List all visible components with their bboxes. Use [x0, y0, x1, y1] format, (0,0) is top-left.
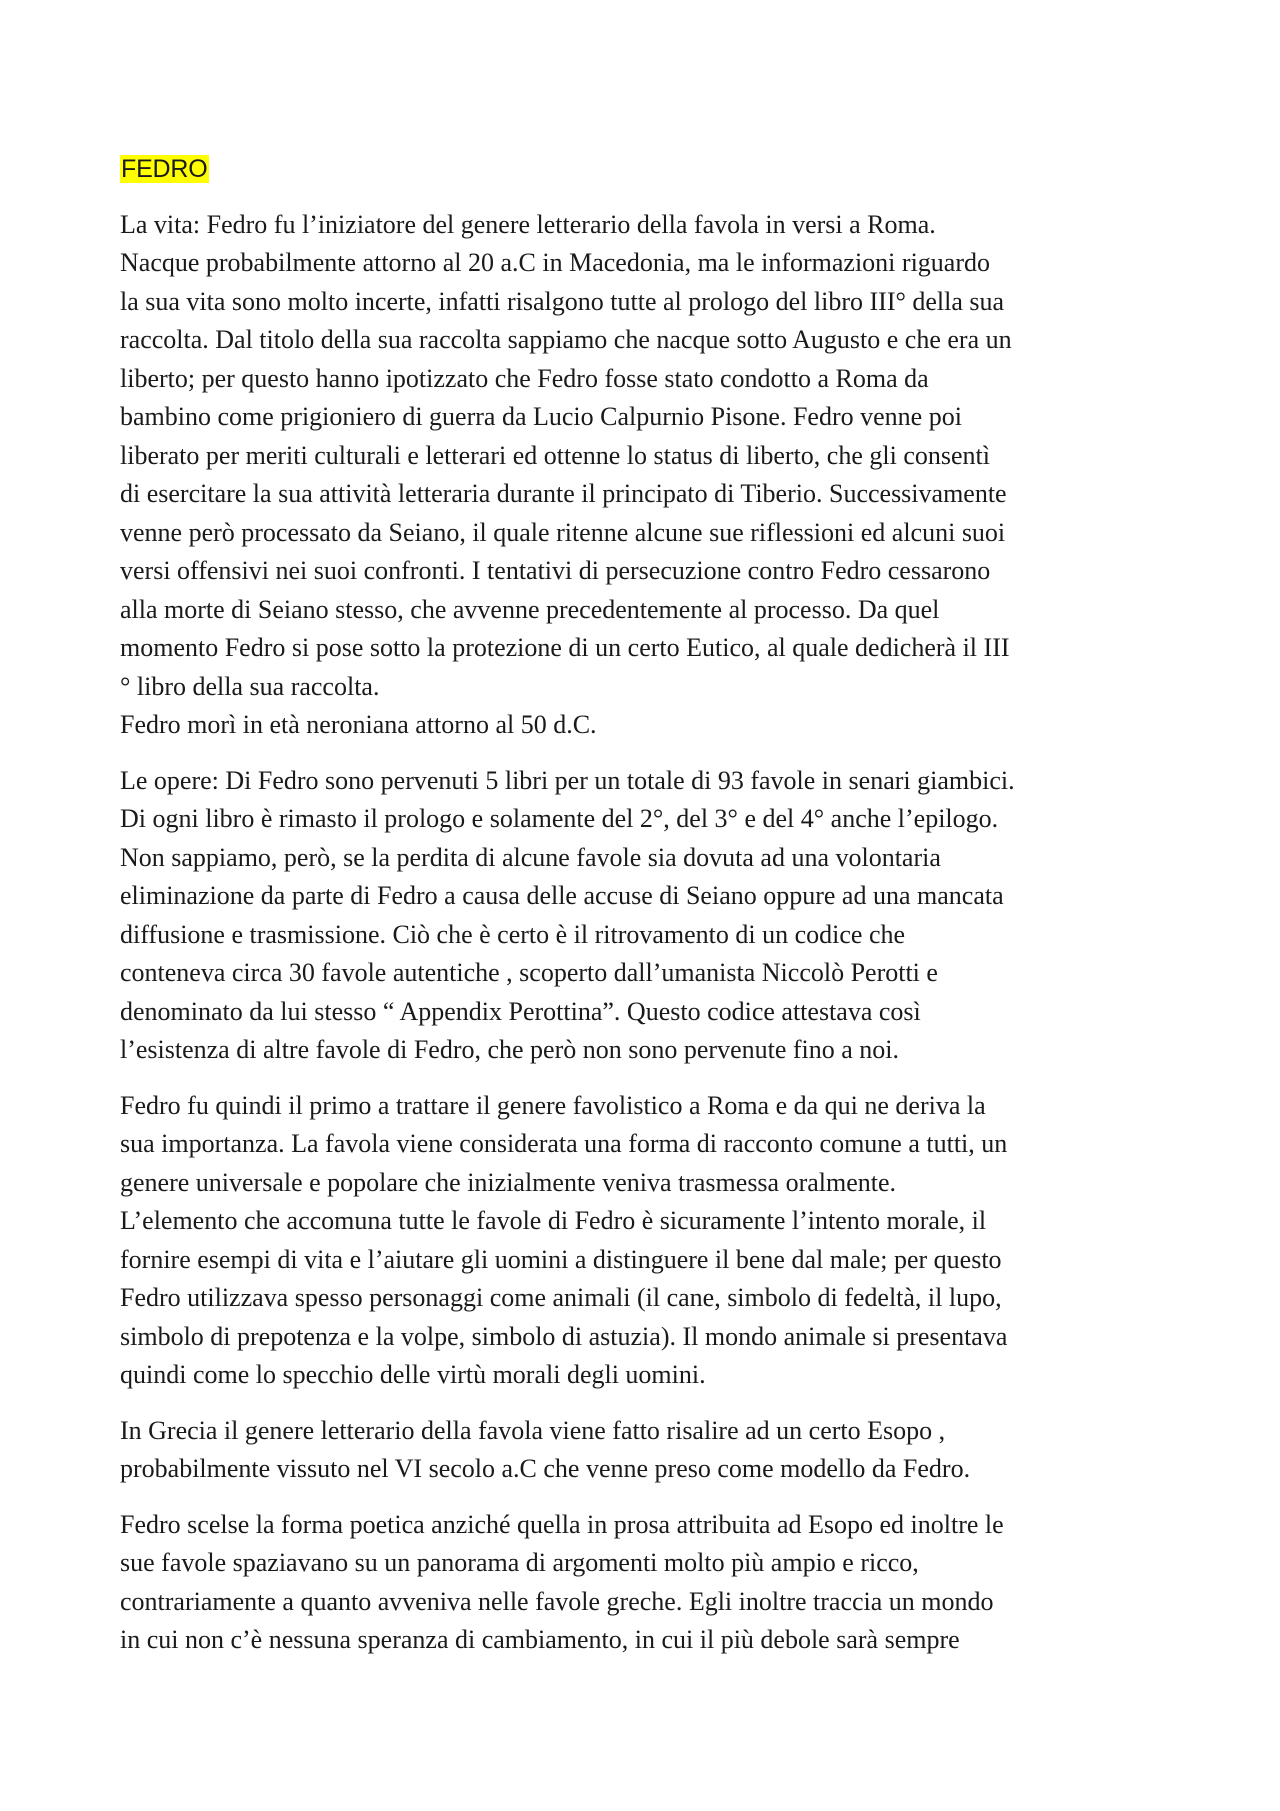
text-line: L’elemento che accomuna tutte le favole di Fedro è sicuramente l’intento morale, il	[120, 1206, 987, 1235]
text-line: La vita: Fedro fu l’iniziatore del genere letterario della favola in versi a Roma.	[120, 209, 936, 239]
text-line: fornire esempi di vita e l’aiutare gli uomini a distinguere il bene dal male; per questo	[120, 1244, 1002, 1274]
text-line: l’esistenza di altre favole di Fedro, che però non sono pervenute fino a noi.	[120, 1035, 900, 1064]
text-line: in cui non c’è nessuna speranza di cambiamento, in cui il più debole sarà sempre	[120, 1625, 960, 1654]
text-line: Fedro utilizzava spesso personaggi come animali (il cane, simbolo di fedeltà, il lupo,	[120, 1283, 1002, 1312]
text-line: versi offensivi nei suoi confronti. I tentativi di persecuzione contro Fedro cessarono	[120, 556, 991, 585]
text-line: Di ogni libro è rimasto il prologo e solamente del 2°, del 3° e del 4° anche l’epilogo.	[120, 804, 999, 833]
text-line: denominato da lui stesso “ Appendix Perottina”. Questo codice attestava così	[120, 996, 921, 1026]
text-line: di esercitare la sua attività letteraria durante il principato di Tiberio. Successivamente	[120, 479, 1007, 508]
text-line: raccolta. Dal titolo della sua raccolta sappiamo che nacque sotto Augusto e che era un	[120, 325, 1012, 354]
text-line: quindi come lo specchio delle virtù morali degli uomini.	[120, 1360, 706, 1389]
text-line: alla morte di Seiano stesso, che avvenne precedentemente al processo. Da quel	[120, 594, 940, 624]
text-line: probabilmente vissuto nel VI secolo a.C che venne preso come modello da Fedro.	[120, 1454, 971, 1483]
text-line: Fedro morì in età neroniana attorno al 50 d.C.	[120, 710, 597, 739]
text-line: Non sappiamo, però, se la perdita di alcune favole sia dovuta ad una volontaria	[120, 842, 941, 872]
text-line: genere universale e popolare che inizialmente veniva trasmessa oralmente.	[120, 1167, 897, 1197]
text-line: liberto; per questo hanno ipotizzato che Fedro fosse stato condotto a Roma da	[120, 363, 929, 393]
text-line: bambino come prigioniero di guerra da Lucio Calpurnio Pisone. Fedro venne poi	[120, 402, 962, 431]
text-line: diffusione e trasmissione. Ciò che è certo è il ritrovamento di un codice che	[120, 919, 906, 949]
text-line: simbolo di prepotenza e la volpe, simbolo di astuzia). Il mondo animale si presentava	[120, 1321, 1008, 1351]
text-line: sue favole spaziavano su un panorama di argomenti molto più ampio e ricco,	[120, 1548, 919, 1577]
document-body	[120, 150, 1170, 1677]
text-line: Fedro scelse la forma poetica anziché quella in prosa attribuita ad Esopo ed inoltre le	[120, 1509, 1004, 1539]
paragraph-opere	[120, 762, 1170, 1070]
text-line: liberato per meriti culturali e letterari ed ottenne lo status di liberto, che gli consentì	[120, 440, 990, 470]
text-line: contrariamente a quanto avveniva nelle favole greche. Egli inoltre traccia un mondo	[120, 1586, 994, 1616]
title-line	[120, 150, 1170, 189]
paragraph-importanza	[120, 1087, 1170, 1395]
text-line: venne però processato da Seiano, il quale ritenne alcune sue riflessioni ed alcuni suoi	[120, 517, 1006, 547]
paragraph-grecia	[120, 1412, 1170, 1489]
text-line: Fedro fu quindi il primo a trattare il genere favolistico a Roma e da qui ne deriva la	[120, 1090, 986, 1120]
paragraph-forma-poetica	[120, 1506, 1170, 1660]
text-line: conteneva circa 30 favole autentiche , scoperto dall’umanista Niccolò Perotti e	[120, 958, 938, 987]
paragraph-vita	[120, 206, 1170, 745]
text-line: In Grecia il genere letterario della favola viene fatto risalire ad un certo Esopo ,	[120, 1415, 946, 1445]
text-line: Le opere: Di Fedro sono pervenuti 5 libri per un totale di 93 favole in senari giambici.	[120, 765, 1015, 795]
text-line: sua importanza. La favola viene considerata una forma di racconto comune a tutti, un	[120, 1129, 1008, 1158]
text-line: eliminazione da parte di Fedro a causa delle accuse di Seiano oppure ad una mancata	[120, 881, 1004, 910]
text-line: la sua vita sono molto incerte, infatti risalgono tutte al prologo del libro III° della sua	[120, 286, 1005, 316]
text-line: ° libro della sua raccolta.	[120, 671, 380, 701]
text-line: momento Fedro si pose sotto la protezione di un certo Eutico, al quale dedicherà il III	[120, 633, 1010, 662]
document-title: FEDRO	[121, 155, 208, 183]
text-line: Nacque probabilmente attorno al 20 a.C in Macedonia, ma le informazioni riguardo	[120, 248, 990, 277]
